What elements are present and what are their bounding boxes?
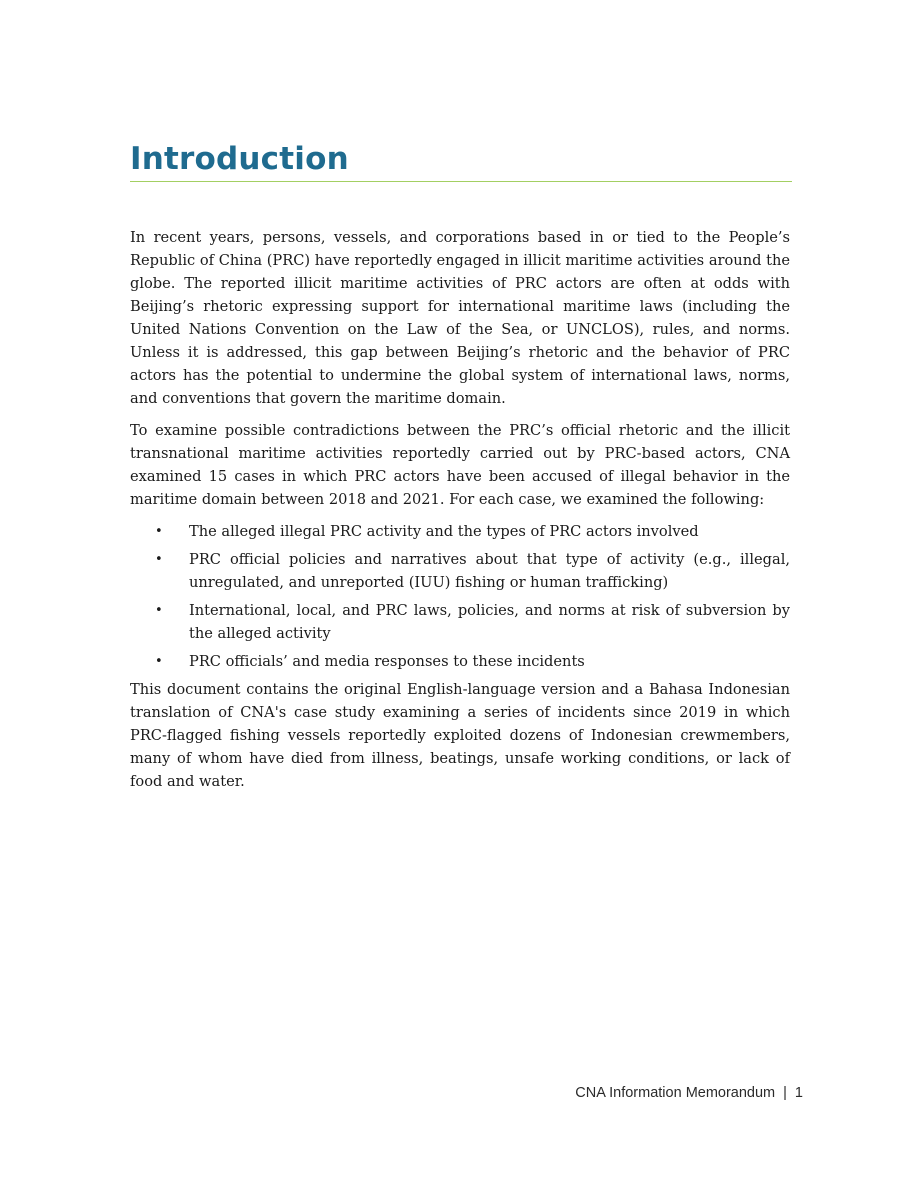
section-heading: Introduction bbox=[130, 141, 349, 177]
heading-divider bbox=[130, 181, 792, 182]
bullet-item bbox=[130, 650, 790, 673]
bullet-text: International, local, and PRC laws, policies, and norms at risk of subversion by the alleged activity bbox=[189, 602, 790, 642]
bullet-marker: • bbox=[155, 524, 163, 539]
paragraph-intro: In recent years, persons, vessels, and corporations based in or tied to the People’s Republic of China (PRC) have reportedly engaged in illicit maritime activities around the globe. The reported illicit maritime activities of PRC actors are often at odds with Beijing’s rhetoric expressing support for international maritime laws (including the United Nations Convention on the Law of the Sea, or UNCLOS), rules, and norms. Unless it is addressed, this gap between Beijing’s rhetoric and the behavior of PRC actors has the potential to undermine the global system of international laws, norms, and conventions that govern the maritime domain. bbox=[130, 229, 790, 407]
paragraph-method: To examine possible contradictions between the PRC’s official rhetoric and the illicit transnational maritime activities reportedly carried out by PRC-based actors, CNA examined 15 cases in which PRC actors have been accused of illegal behavior in the maritime domain between 2018 and 2021. For each case, we examined the following: bbox=[130, 422, 790, 508]
bullet-marker: • bbox=[155, 552, 163, 567]
page-number: 1 bbox=[794, 1085, 803, 1101]
bullet-text: The alleged illegal PRC activity and the types of PRC actors involved bbox=[189, 523, 699, 540]
page-footer bbox=[575, 1085, 803, 1101]
bullet-marker: • bbox=[155, 603, 163, 618]
bullet-list bbox=[130, 520, 790, 673]
bullet-item bbox=[130, 548, 790, 594]
footer-publication: CNA Information Memorandum bbox=[575, 1085, 776, 1101]
footer-separator: | bbox=[783, 1085, 787, 1101]
paragraph-closing: This document contains the original English-language version and a Bahasa Indonesian translation of CNA's case study examining a series of incidents since 2019 in which PRC-flagged fishing vessels reportedly exploited dozens of Indonesian crewmembers, many of whom have died from illness, beatings, unsafe working conditions, or lack of food and water. bbox=[130, 681, 790, 790]
bullet-item bbox=[130, 520, 790, 543]
body-text bbox=[130, 226, 790, 802]
bullet-marker: • bbox=[155, 654, 163, 669]
bullet-text: PRC officials’ and media responses to these incidents bbox=[189, 653, 585, 670]
bullet-item bbox=[130, 599, 790, 645]
bullet-text: PRC official policies and narratives about that type of activity (e.g., illegal, unregulated, and unreported (IUU) fishing or human trafficking) bbox=[189, 551, 790, 591]
